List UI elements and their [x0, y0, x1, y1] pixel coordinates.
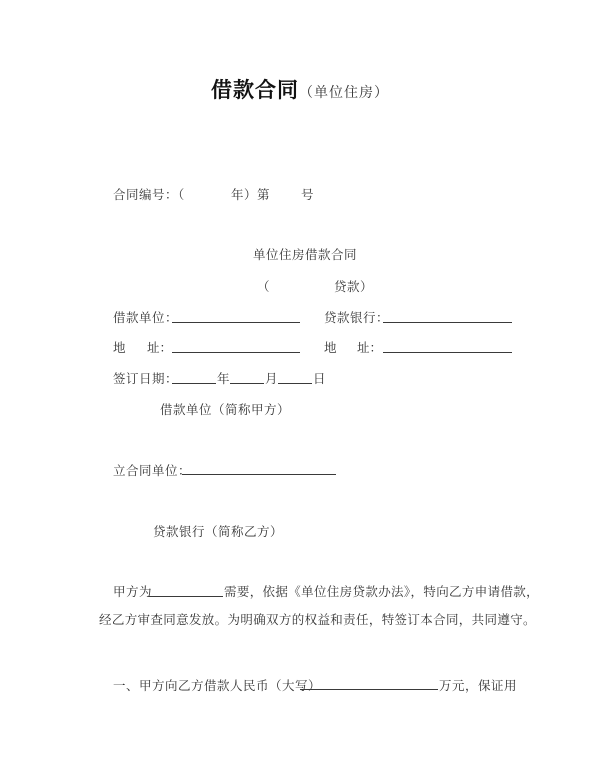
lending-bank-field[interactable] [383, 322, 512, 323]
loan-type-open-paren: （ [257, 279, 270, 294]
purpose-field[interactable] [149, 596, 223, 597]
title-subtitle: （单位住房） [299, 85, 389, 101]
sign-month-field[interactable] [230, 383, 264, 384]
address-left-field[interactable] [172, 352, 300, 353]
borrower-unit-label: 借款单位： [113, 310, 179, 325]
paragraph-1-prefix: 甲方为 [113, 584, 153, 599]
loan-amount-field[interactable] [300, 689, 438, 690]
lending-bank-label: 贷款银行： [324, 310, 390, 325]
contract-heading: 单位住房借款合同 [253, 247, 358, 262]
address-right-label-2: 址： [357, 340, 383, 355]
day-label: 日 [313, 371, 326, 386]
sign-day-field[interactable] [278, 383, 312, 384]
party-b-note: 贷款银行（简称乙方） [153, 524, 284, 539]
address-right-field[interactable] [383, 352, 512, 353]
contract-party-field[interactable] [182, 474, 336, 475]
loan-type-suffix: 贷款） [334, 279, 374, 294]
contract-number-row [113, 187, 185, 203]
sign-date-label: 签订日期： [113, 371, 179, 386]
contract-number-year-suffix: 年）第 [231, 187, 271, 202]
party-a-note: 借款单位（简称甲方） [160, 402, 291, 417]
address-right-label-1: 地 [324, 340, 337, 355]
address-left-label-2: 址： [147, 340, 173, 355]
document-title [211, 74, 389, 104]
address-left-label-1: 地 [113, 340, 126, 355]
contract-number-label: 合同编号：（ [113, 187, 185, 202]
sign-year-field[interactable] [172, 383, 216, 384]
year-label: 年 [217, 371, 230, 386]
paragraph-1-line1-rest: 需要，依据《单位住房贷款办法》，特向乙方申请借款， [224, 584, 540, 599]
month-label: 月 [265, 371, 278, 386]
borrower-unit-field[interactable] [172, 322, 300, 323]
clause-1-suffix: 万元，保证用 [439, 678, 518, 693]
paragraph-1-line2: 经乙方审查同意发放。为明确双方的权益和责任，特签订本合同，共同遵守。 [99, 612, 536, 627]
title-main: 借款合同 [211, 78, 299, 102]
contract-number-number-suffix: 号 [301, 187, 314, 202]
clause-1-prefix: 一、甲方向乙方借款人民币（大写） [113, 678, 322, 693]
contract-party-label: 立合同单位： [113, 463, 192, 478]
